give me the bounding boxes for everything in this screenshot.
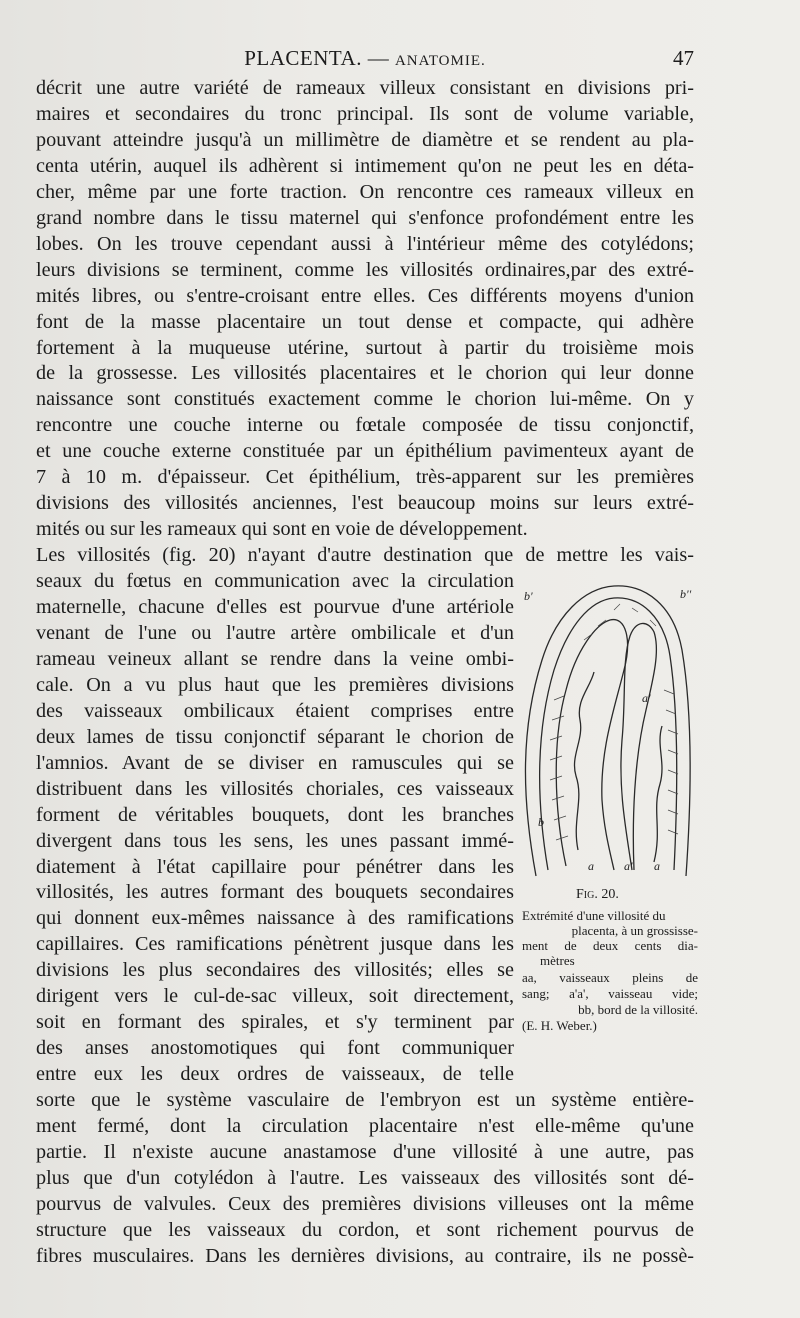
body-line: structure que les vaisseaux du cordon, et sont richement pourvus de [36, 1218, 694, 1241]
body-line: ment fermé, dont la circulation placentaire n'est elle-même qu'une [36, 1115, 694, 1137]
body-line: grand nombre dans le tissu maternel qui s'enfonce profondément entre les [36, 206, 694, 229]
body-line: fortement à la muqueuse utérine, surtout à partir du troisième mois [36, 336, 694, 359]
vessel-loop-left [556, 620, 627, 870]
body-line: divisions les plus secondaires des villosités; elles se [36, 959, 514, 982]
running-title [36, 46, 694, 71]
body-line: divergent dans tous les sens, les unes passant immé- [36, 829, 514, 852]
figure-caption-line: aa, vaisseaux pleins de [522, 970, 698, 985]
vessel-spiral-2 [654, 726, 662, 862]
header-dash: — [367, 46, 390, 70]
running-head [36, 46, 694, 74]
figure-caption-line: bb, bord de la villosité. [578, 1002, 698, 1017]
body-line: décrit une autre variété de rameaux villeux consistant en divisions pri- [36, 77, 694, 99]
body-line: centa utérin, auquel ils adhèrent si intimement qu'on ne peut les en déta- [36, 154, 694, 177]
figure-caption-line: placenta, à un grossisse- [571, 923, 698, 938]
figure-caption-line: mètres [540, 953, 575, 968]
body-line: rameau veineux allant se rendre dans la veine ombi- [36, 647, 514, 670]
body-line: naissance sont constitués exactement comme le chorion lui-même. On y [36, 388, 694, 411]
fig-label-a-prime-2: a' [624, 859, 633, 873]
body-line: lobes. On les trouve cependant aussi à l'intérieur même des cotylédons; [36, 232, 694, 255]
body-line: des vaisseaux ombilicaux étaient comprises entre [36, 699, 514, 722]
body-line: rencontre une couche interne ou fœtale composée de tissu conjonctif, [36, 414, 694, 437]
fig-label-a: a [588, 859, 594, 873]
figure-caption-line: Extrémité d'une villosité du [522, 908, 666, 923]
body-line: soit en formant des spirales, et s'y terminent par [36, 1011, 514, 1034]
villus-figure [514, 580, 700, 880]
figure-caption-line: (E. H. Weber.) [522, 1018, 597, 1033]
body-line: capillaires. Ces ramifications pénètrent jusque dans les [36, 933, 514, 956]
figure-caption-line: sang; a'a', vaisseau vide; [522, 986, 698, 1001]
body-line: forment de véritables bouquets, dont les branches [36, 803, 514, 826]
body-line: deux lames de tissu conjonctif séparant le chorion de [36, 725, 514, 748]
fig-label-b-double-prime: b'' [680, 587, 692, 601]
body-line: pourvus de valvules. Ceux des premières divisions villeuses ont la même [36, 1192, 694, 1215]
fig-label-a-2: a [654, 859, 660, 873]
body-line: venant de l'une ou l'autre artère ombilicale et d'un [36, 621, 514, 644]
vessel-spiral [574, 672, 594, 850]
body-line: de la grossesse. Les villosités placentaires et le chorion qui leur donne [36, 362, 694, 385]
page-number: 47 [673, 46, 694, 70]
fig-label-b-prime: b' [524, 589, 533, 603]
body-line: 7 à 10 m. d'épaisseur. Cet épithélium, très-apparent sur les premières [36, 466, 694, 489]
body-line: l'amnios. Avant de se diviser en ramuscules qui se [36, 751, 514, 774]
body-line: des anses anostomotiques qui font communiquer [36, 1037, 514, 1060]
fig-label-a-prime: a' [642, 691, 651, 705]
figure-caption-line: ment de deux cents dia- [522, 938, 698, 953]
body-line: Les villosités (fig. 20) n'ayant d'autre destination que de mettre les vais- [36, 544, 694, 567]
body-line: diatement à l'état capillaire pour pénétrer dans les [36, 855, 514, 878]
body-line: mités libres, ou s'entre-croisant entre elles. Ces différents moyens d'union [36, 284, 694, 307]
body-line: dirigent vers le cul-de-sac villeux, soit directement, [36, 985, 514, 1008]
fig-label-b: b [538, 815, 544, 829]
body-line: pouvant atteindre jusqu'à un millimètre de diamètre et se rendent au pla- [36, 128, 694, 151]
body-line: leurs divisions se terminent, comme les villosités ordinaires,par des extré- [36, 258, 694, 281]
body-line: maires et secondaires du tronc principal. Ils sont de volume variable, [36, 102, 694, 125]
body-line: font de la masse placentaire un tout dense et compacte, qui adhère [36, 310, 694, 333]
body-line: qui donnent eux-mêmes naissance à des ramifications [36, 907, 514, 930]
villus-outer-border [525, 586, 690, 876]
chapter-title: PLACENTA. [244, 46, 362, 70]
body-line: entre eux les deux ordres de vaisseaux, de telle [36, 1063, 514, 1086]
body-line: plus que d'un cotylédon à l'autre. Les vaisseaux des villosités sont dé- [36, 1166, 694, 1189]
body-line: et une couche externe constituée par un épithélium pavimenteux ayant de [36, 440, 694, 463]
body-line: seaux du fœtus en communication avec la circulation [36, 570, 514, 593]
body-line: cale. On a vu plus haut que les premières divisions [36, 673, 514, 696]
body-line: sorte que le système vasculaire de l'embryon est un système entière- [36, 1089, 694, 1112]
body-line: partie. Il n'existe aucune anastamose d'une villosité à une autre, pas [36, 1140, 694, 1163]
section-title: ANATOMIE. [394, 53, 486, 69]
figure-title: Fig. 20. [576, 887, 619, 902]
body-line: maternelle, chacune d'elles est pourvue d'une artériole [36, 596, 514, 618]
body-line: distribuent dans les villosités choriales, ces vaisseaux [36, 777, 514, 800]
body-line: cher, même par une forte traction. On rencontre ces rameaux villeux en [36, 180, 694, 203]
body-line: divisions des villosités anciennes, l'est beaucoup moins sur leurs extré- [36, 492, 694, 515]
body-line: mités ou sur les rameaux qui sont en voie de développement. [36, 518, 528, 541]
body-line: fibres musculaires. Dans les dernières divisions, au contraire, ils ne possè- [36, 1244, 694, 1267]
body-line: villosités, les autres formant des bouquets secondaires [36, 881, 514, 904]
